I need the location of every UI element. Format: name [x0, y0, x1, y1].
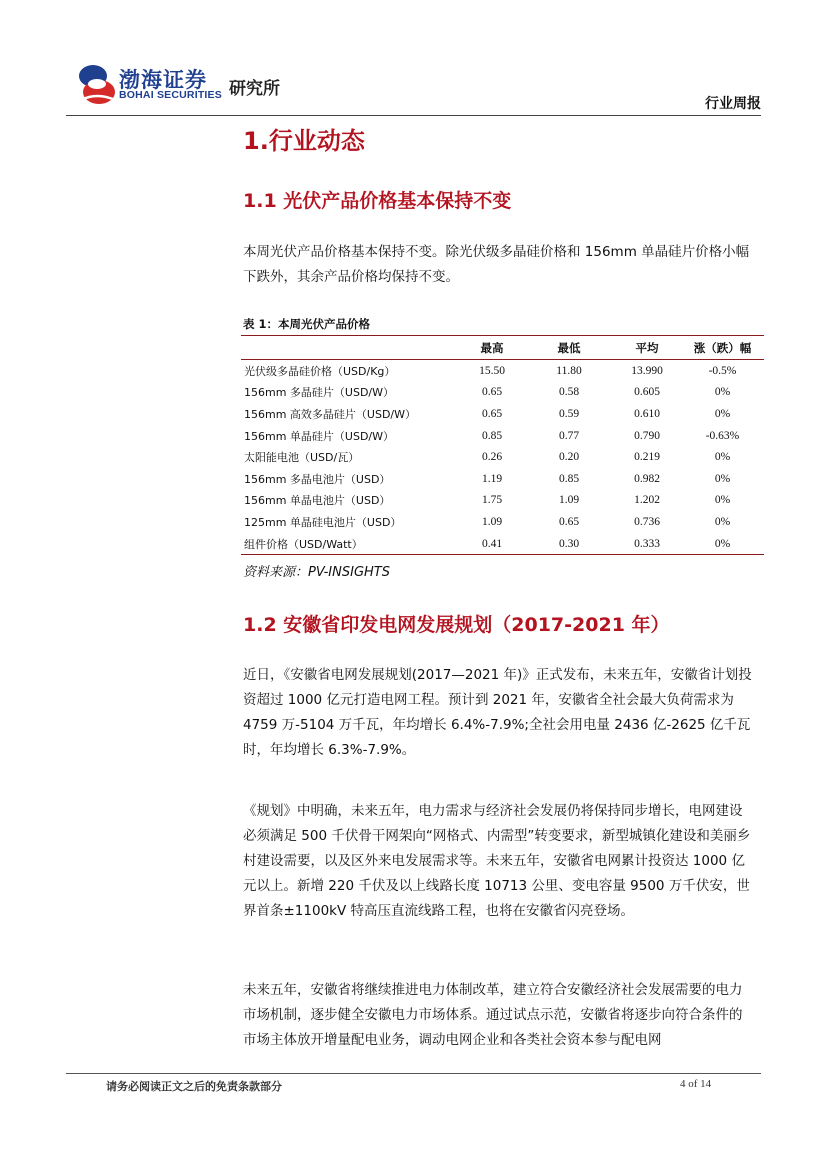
price-avg: 0.610: [634, 407, 660, 420]
table-row: [241, 446, 764, 468]
price-change: 0%: [681, 533, 764, 555]
header-cell-avg: 平均: [613, 336, 681, 360]
grid-plan-paragraph-1: 近日，《安徽省电网发展规划(2017—2021 年)》正式发布，未来五年，安徽省计划投资超过 1000 亿元打造电网工程。预计到 2021 年，安徽省全社会最大负荷需求为 4759 万-5104 万千瓦，年均增长 6.4%-7.9%;全社会用电量 2436 亿-2625 亿千瓦时，年均增长 6.3%-7.9%。: [243, 667, 752, 758]
price-avg: 0.790: [634, 429, 660, 442]
section-title: 1.行业动态: [243, 127, 365, 155]
price-avg: 13.990: [631, 364, 663, 377]
price-low: 0.20: [558, 451, 580, 464]
price-high: 0.85: [481, 429, 503, 442]
table-caption: 表 1：本周光伏产品价格: [243, 317, 371, 331]
price-avg: 1.202: [634, 494, 660, 507]
product-name: 156mm 多晶电池片（USD）: [244, 472, 391, 486]
product-name: 156mm 高效多晶硅片（USD/W）: [244, 407, 417, 421]
table-row: [241, 511, 764, 533]
grid-plan-paragraph-3: 未来五年，安徽省将继续推进电力体制改革，建立符合安徽经济社会发展需要的电力市场机制，逐步健全安徽电力市场体系。通过试点示范，安徽省将逐步向符合条件的市场主体放开增量配电业务，调动电网企业和各类社会资本参与配电网: [243, 982, 743, 1048]
price-high: 0.65: [481, 407, 503, 420]
product-name: 156mm 多晶硅片（USD/W）: [244, 386, 395, 400]
product-name: 156mm 单晶电池片（USD）: [244, 494, 391, 508]
price-low: 0.30: [525, 533, 613, 555]
table-row: [241, 360, 764, 382]
header-cell-low: 最低: [525, 336, 613, 360]
company-logo: [77, 62, 287, 108]
price-low: 0.77: [558, 429, 580, 442]
product-name: 太阳能电池（USD/瓦）: [244, 451, 360, 465]
grid-plan-paragraph-2: 《规划》中明确，未来五年，电力需求与经济社会发展仍将保持同步增长，电网建设必须满足 500 千伏骨干网架向“网格式、内需型”转变要求，新型城镇化建设和美丽乡村建设需要，以及区外来电发展需求等。未来五年，安徽省电网累计投资达 1000 亿元以上。新增 220 千伏及以上线路长度 10713 公里、变电容量 9500 万千伏安，世界首条±1100kV 特高压直流线路工程，也将在安徽省闪亮登场。: [243, 803, 751, 919]
footer-divider: [66, 1073, 761, 1074]
price-avg: 0.333: [613, 533, 681, 555]
pv-price-table: [241, 335, 764, 555]
price-low: 0.85: [558, 472, 580, 485]
subsection-title-pv-prices: 1.1 光伏产品价格基本保持不变: [243, 190, 512, 212]
product-name: 组件价格（USD/Watt）: [241, 533, 459, 555]
table-row: [241, 533, 764, 555]
product-name: 156mm 单晶硅片（USD/W）: [244, 429, 395, 443]
price-change: 0%: [714, 472, 731, 485]
price-high: 1.75: [481, 494, 503, 507]
price-change: -0.5%: [708, 364, 737, 377]
price-high: 0.65: [481, 386, 503, 399]
header-divider: [66, 115, 761, 116]
table-source: 资料来源：PV-INSIGHTS: [243, 565, 390, 580]
price-low: 11.80: [556, 364, 582, 377]
price-high: 0.41: [459, 533, 525, 555]
bohai-logo-icon: [77, 62, 117, 106]
header-cell-name: [241, 336, 459, 360]
price-change: 0%: [714, 494, 731, 507]
price-change: 0%: [714, 386, 731, 399]
report-type: 行业周报: [705, 96, 761, 112]
institute-label: 研究所: [229, 79, 280, 99]
price-change: 0%: [714, 451, 731, 464]
price-high: 1.09: [481, 515, 503, 528]
pv-price-paragraph: 本周光伏产品价格基本保持不变。除光伏级多晶硅价格和 156mm 单晶硅片价格小幅下跌外，其余产品价格均保持不变。: [243, 244, 750, 285]
price-low: 0.65: [558, 515, 580, 528]
price-low: 1.09: [558, 494, 580, 507]
table-row: [241, 425, 764, 447]
table-row: [241, 490, 764, 512]
product-name: 光伏级多晶硅价格（USD/Kg）: [244, 364, 396, 378]
price-low: 0.58: [558, 386, 580, 399]
price-high: 15.50: [479, 364, 505, 377]
table-row: [241, 403, 764, 425]
price-low: 0.59: [558, 407, 580, 420]
price-high: 0.26: [481, 451, 503, 464]
price-avg: 0.605: [634, 386, 660, 399]
page-number: 4 of 14: [680, 1078, 712, 1090]
header-cell-change: 涨（跌）幅: [681, 336, 764, 360]
table-row: [241, 382, 764, 404]
price-change: 0%: [714, 407, 731, 420]
footer-disclaimer: 请务必阅读正文之后的免责条款部分: [106, 1080, 282, 1093]
price-avg: 0.736: [634, 515, 660, 528]
table-header-row: [241, 336, 764, 360]
price-high: 1.19: [481, 472, 503, 485]
logo-english-name: BOHAI SECURITIES: [119, 89, 222, 101]
price-avg: 0.982: [634, 472, 660, 485]
price-change: 0%: [714, 515, 731, 528]
product-name: 125mm 单晶硅电池片（USD）: [244, 515, 402, 529]
table-row: [241, 468, 764, 490]
price-change: -0.63%: [705, 429, 740, 442]
header-cell-high: 最高: [459, 336, 525, 360]
subsection-title-anhui-grid: 1.2 安徽省印发电网发展规划（2017-2021 年）: [243, 614, 670, 636]
logo-chinese-name: 渤海证券: [119, 67, 207, 92]
price-avg: 0.219: [634, 451, 660, 464]
